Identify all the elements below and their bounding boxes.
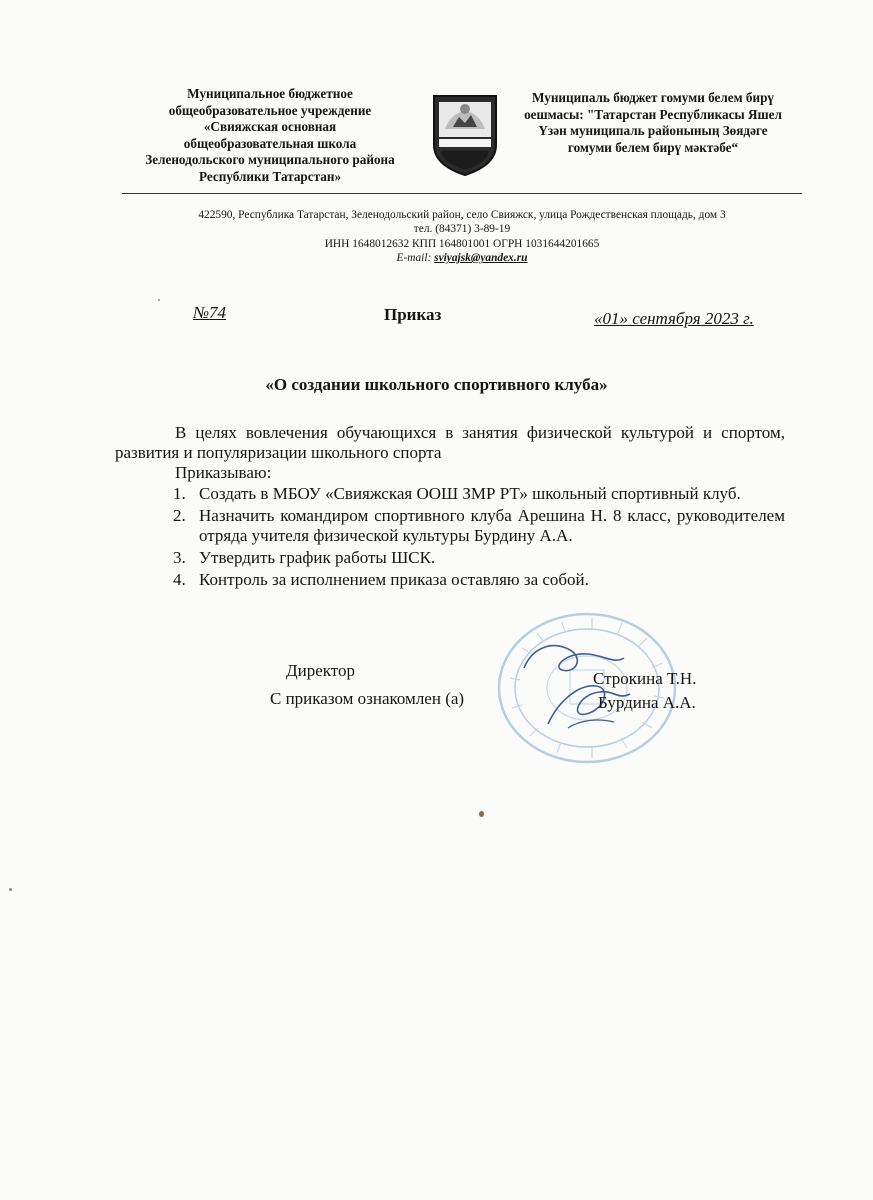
item-number: 4. xyxy=(173,570,186,589)
document-title: Приказ xyxy=(384,305,442,324)
order-date: «01» сентября 2023 г. xyxy=(594,309,754,328)
org-name-russian xyxy=(112,86,428,185)
address-line: 422590, Республика Татарстан, Зеленодольский район, село Свияжск, улица Рождественская площадь, дом 3 xyxy=(198,209,726,221)
intro-paragraph: В целях вовлечения обучающихся в занятия физической культурой и спортом, развития и популяризации школьного спорта xyxy=(115,423,785,462)
item-text: Утвердить график работы ШСК. xyxy=(199,548,436,567)
list-item xyxy=(165,548,785,568)
order-subject: «О создании школьного спортивного клуба» xyxy=(265,375,608,394)
org-name-tt-line: гомуми белем бирү мәктәбе“ xyxy=(567,139,739,155)
item-text: Создать в МБОУ «Свияжская ООШ ЗМР РТ» школьный спортивный клуб. xyxy=(199,484,741,503)
coat-of-arms-icon xyxy=(431,93,499,177)
item-text: Контроль за исполнением приказа оставляю за собой. xyxy=(199,570,589,589)
org-name-ru-line: Муниципальное бюджетное xyxy=(187,86,353,101)
director-name: Строкина Т.Н. xyxy=(593,669,697,688)
order-number: №74 xyxy=(193,303,227,322)
order-word: Приказываю: xyxy=(175,463,272,482)
order-items-list xyxy=(165,484,785,592)
acknowledgement-label: С приказом ознакомлен (а) xyxy=(270,689,465,708)
scan-speck xyxy=(9,888,12,891)
email-link[interactable]: sviyajsk@yandex.ru xyxy=(434,252,528,265)
org-name-ru-line: «Свияжская основная xyxy=(203,119,337,134)
item-number: 3. xyxy=(173,548,186,567)
org-name-ru-line: общеобразовательная школа xyxy=(183,135,357,151)
scan-speck xyxy=(158,299,160,301)
item-number: 1. xyxy=(173,484,186,503)
scan-speck xyxy=(479,811,484,817)
registration-line: ИНН 1648012632 КПП 164801001 ОГРН 1031644201665 xyxy=(324,237,600,250)
header-divider xyxy=(122,193,802,194)
address-block xyxy=(120,208,804,266)
list-item xyxy=(165,506,785,546)
email-label: E-mail: xyxy=(396,252,435,265)
org-name-ru-line: Республики Татарстан» xyxy=(198,168,342,184)
list-item xyxy=(165,570,785,590)
item-text: Назначить командиром спортивного клуба Арешина Н. 8 класс, руководителем отряда учителя физической культуры Бурдину А.А. xyxy=(199,506,785,545)
org-name-tt-line: Муниципаль бюджет гомуми белем бирү xyxy=(531,90,775,105)
email-line xyxy=(120,251,804,265)
org-name-tatar xyxy=(508,90,798,156)
teacher-name: Бурдина А.А. xyxy=(598,693,696,712)
org-name-tt-line: оешмасы: "Татарстан Республикасы Яшел xyxy=(524,106,782,122)
org-name-ru-line: общеобразовательное учреждение xyxy=(168,102,372,118)
org-name-tt-line: Үзән муниципаль районының Зөядәге xyxy=(538,123,768,138)
item-number: 2. xyxy=(173,506,186,525)
org-name-ru-line: Зеленодольского муниципального района xyxy=(145,152,395,167)
director-title: Директор xyxy=(286,661,355,680)
list-item xyxy=(165,484,785,504)
phone-line: тел. (84371) 3-89-19 xyxy=(413,223,511,236)
